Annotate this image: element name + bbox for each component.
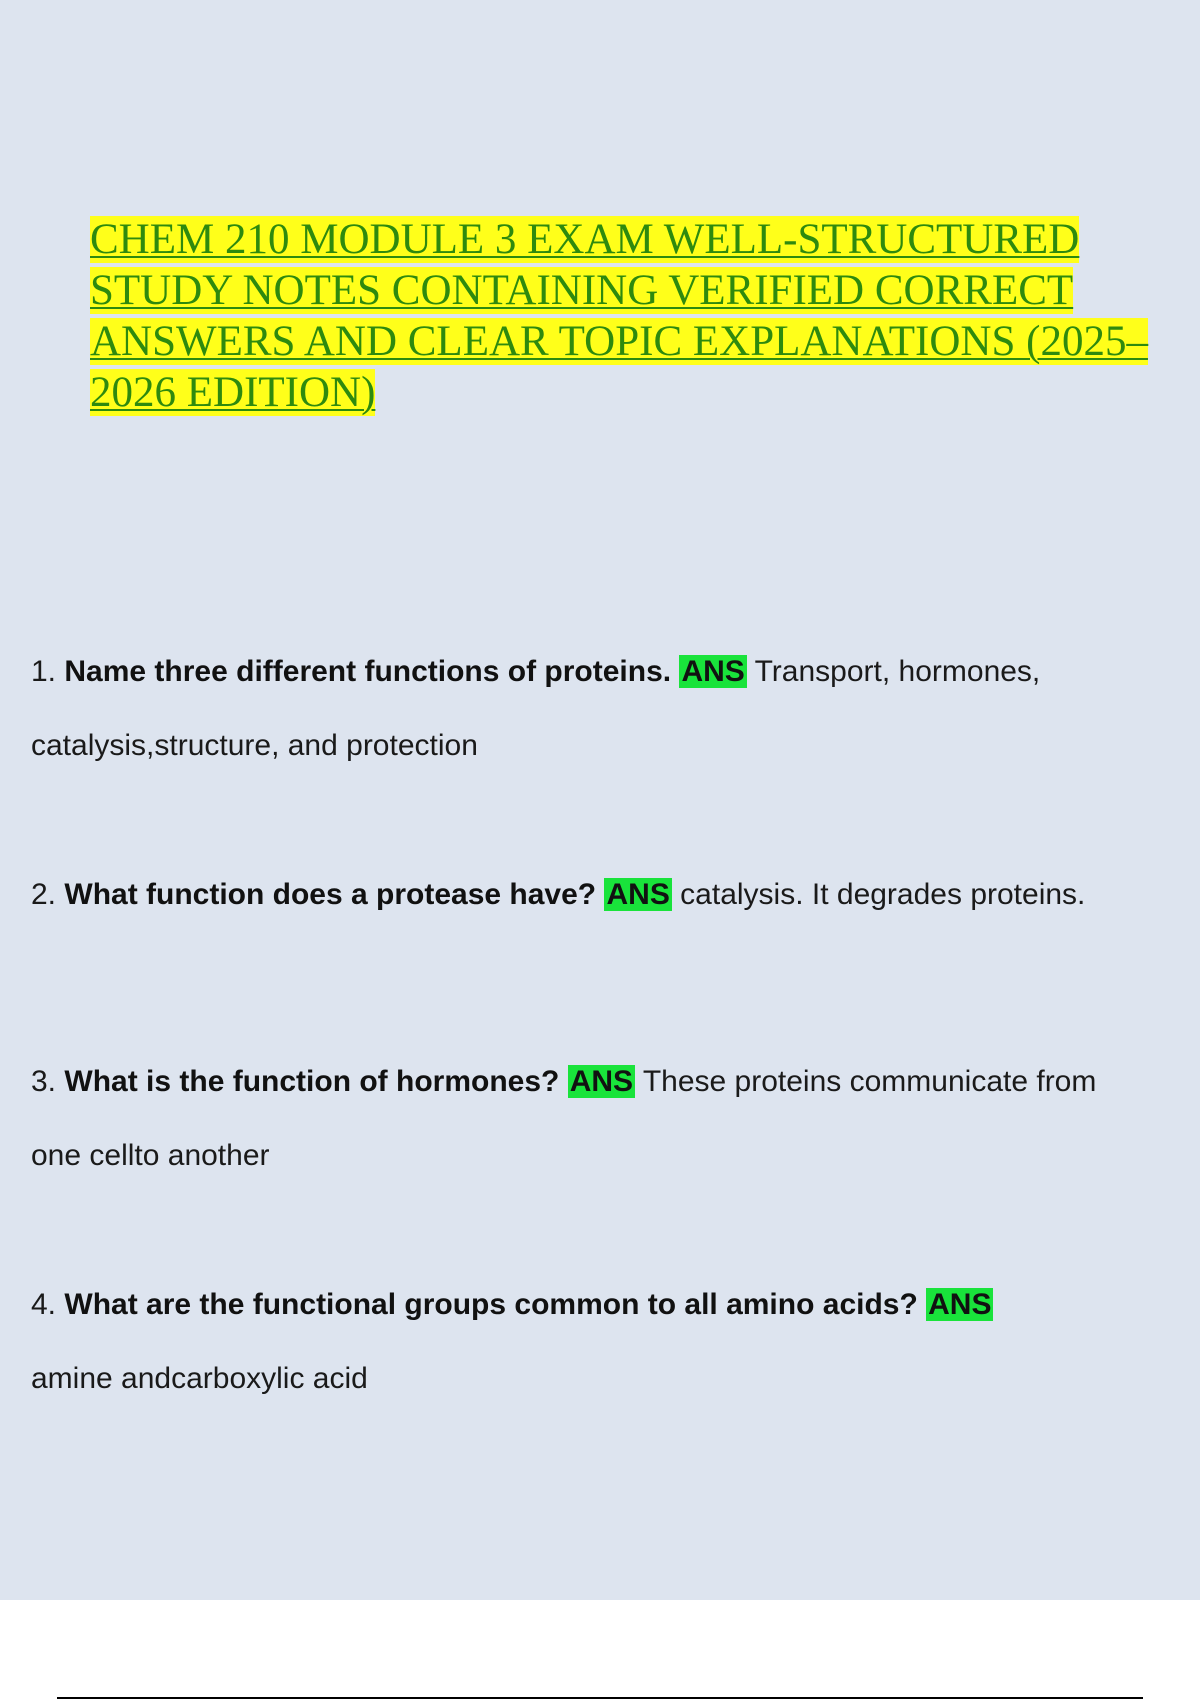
qa-item: [31, 652, 1181, 766]
question-number: 3.: [31, 1065, 57, 1098]
answer-continuation: one cellto another: [31, 1139, 270, 1172]
answer-continuation: catalysis,structure, and protection: [31, 729, 478, 762]
title-line-2: STUDY NOTES CONTAINING VERIFIED CORRECT: [90, 267, 1074, 314]
title-line-1: CHEM 210 MODULE 3 EXAM WELL-STRUCTURED: [90, 216, 1080, 263]
qa-item: [31, 1285, 1181, 1399]
answer-continuation: amine andcarboxylic acid: [31, 1362, 368, 1395]
ans-tag: ANS: [606, 878, 670, 911]
question-line: [31, 652, 1181, 692]
qa-item: [31, 1062, 1181, 1176]
question-number: 2.: [31, 878, 57, 911]
question-text: What is the function of hormones?: [64, 1065, 560, 1098]
answer-text: catalysis. It degrades proteins.: [680, 878, 1086, 911]
question-text: Name three different functions of proteins.: [64, 655, 672, 688]
question-text: What are the functional groups common to all amino acids?: [64, 1288, 918, 1321]
question-text: What function does a protease have?: [64, 878, 597, 911]
question-number: 1.: [31, 655, 57, 688]
title-line-4: 2026 EDITION): [90, 369, 376, 416]
question-line: [31, 875, 1181, 915]
ans-tag: ANS: [681, 655, 745, 688]
title-line-3: ANSWERS AND CLEAR TOPIC EXPLANATIONS (2025–: [90, 318, 1148, 365]
ans-tag: ANS: [569, 1065, 634, 1098]
question-number: 4.: [31, 1288, 57, 1321]
qa-item: [31, 875, 1181, 915]
question-line: [31, 1062, 1181, 1102]
footer-divider: [57, 1697, 1143, 1699]
ans-tag: ANS: [928, 1288, 992, 1321]
answer-text: These proteins communicate from: [642, 1065, 1097, 1098]
question-line: [31, 1285, 1181, 1325]
answer-text: Transport, hormones,: [754, 655, 1041, 688]
document-title: [90, 214, 1190, 418]
